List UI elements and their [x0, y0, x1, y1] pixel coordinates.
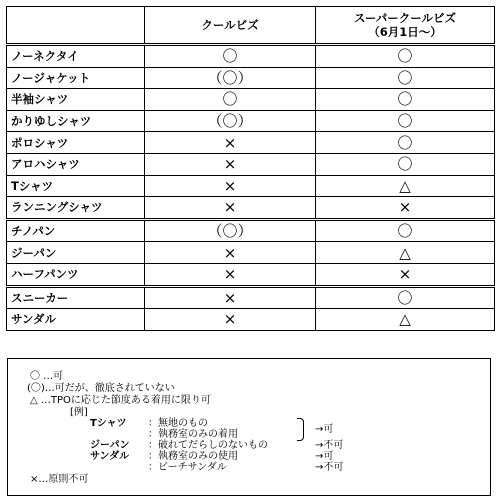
table-row — [7, 110, 495, 132]
table-row — [7, 263, 495, 286]
clothing-item: アロハシャツ — [7, 153, 145, 175]
table-row — [7, 132, 495, 154]
coolbiz-mark: × — [145, 132, 316, 154]
super-coolbiz-mark: 〇 — [316, 132, 495, 154]
table-row — [7, 219, 495, 242]
clothing-item: 半袖シャツ — [7, 89, 145, 111]
example-sandal-item: サンダル — [90, 451, 130, 462]
super-coolbiz-mark: △ — [316, 242, 495, 264]
super-coolbiz-mark: 〇 — [316, 286, 495, 309]
coolbiz-mark: × — [145, 309, 316, 331]
coolbiz-mark: × — [145, 263, 316, 286]
coolbiz-mark: 〇 — [145, 45, 316, 68]
clothing-item: ジーパン — [7, 242, 145, 264]
example-sandal-condition-b: ：ビーチサンダル — [148, 462, 227, 473]
legend-example-label: [例] — [70, 407, 88, 418]
legend-ok: 〇 …可 — [30, 371, 64, 382]
clothing-item: チノパン — [7, 219, 145, 242]
super-coolbiz-mark: 〇 — [316, 219, 495, 242]
header-blank-cell — [7, 7, 145, 45]
coolbiz-mark: 〇 — [145, 89, 316, 111]
table-row — [7, 175, 495, 197]
example-tshirt-result: →可 — [315, 424, 334, 435]
coolbiz-mark: × — [145, 197, 316, 220]
table-body — [7, 45, 495, 331]
super-coolbiz-mark: 〇 — [316, 67, 495, 89]
super-coolbiz-mark: × — [316, 197, 495, 220]
bracket-symbol — [297, 418, 304, 441]
clothing-item: Tシャツ — [7, 175, 145, 197]
table-row — [7, 309, 495, 331]
coolbiz-mark: （〇） — [145, 110, 316, 132]
clothing-item: ハーフパンツ — [7, 263, 145, 286]
example-tshirt-condition-b: ：執務室のみの着用 — [148, 429, 238, 440]
clothing-item: ポロシャツ — [7, 132, 145, 154]
coolbiz-mark: （〇） — [145, 67, 316, 89]
coolbiz-comparison-table — [6, 6, 495, 331]
legend-not-allowed: ×…原則不可 — [30, 474, 89, 485]
clothing-item: かりゆしシャツ — [7, 110, 145, 132]
table-row — [7, 67, 495, 89]
table-header-row — [7, 7, 495, 45]
header-super-coolbiz-date: （6月1日～） — [368, 25, 442, 39]
coolbiz-mark: × — [145, 175, 316, 197]
coolbiz-mark: × — [145, 286, 316, 309]
header-super-coolbiz-title: スーパークールビズ — [353, 11, 457, 25]
header-super-coolbiz — [316, 7, 495, 45]
super-coolbiz-mark: 〇 — [316, 110, 495, 132]
table-row — [7, 89, 495, 111]
example-tshirt-condition-a: ：無地のもの — [148, 418, 208, 429]
table-row — [7, 286, 495, 309]
clothing-item: ランニングシャツ — [7, 197, 145, 220]
super-coolbiz-mark: 〇 — [316, 89, 495, 111]
clothing-item: サンダル — [7, 309, 145, 331]
legend-conditional: △ …TPOに応じた節度ある着用に限り可 — [30, 395, 211, 406]
super-coolbiz-mark: 〇 — [316, 153, 495, 175]
example-sandal-result-b: →不可 — [315, 462, 344, 473]
coolbiz-mark: × — [145, 153, 316, 175]
header-coolbiz: クールビズ — [145, 7, 316, 45]
example-jeans-item: ジーパン — [90, 440, 130, 451]
super-coolbiz-mark: △ — [316, 175, 495, 197]
table-row — [7, 242, 495, 264]
example-jeans-condition: ：破れてだらしのないもの — [148, 440, 268, 451]
legend-partial: (〇)…可だが、徹底されていない — [27, 383, 175, 394]
clothing-item: ノーネクタイ — [7, 45, 145, 68]
super-coolbiz-mark: × — [316, 263, 495, 286]
example-jeans-result: →不可 — [315, 440, 344, 451]
coolbiz-mark: × — [145, 242, 316, 264]
table-row — [7, 45, 495, 68]
example-tshirt-item: Tシャツ — [90, 418, 127, 429]
super-coolbiz-mark: △ — [316, 309, 495, 331]
clothing-item: ノージャケット — [7, 67, 145, 89]
table-row — [7, 197, 495, 220]
super-coolbiz-mark: 〇 — [316, 45, 495, 68]
example-sandal-result-a: →可 — [315, 451, 334, 462]
table-row — [7, 153, 495, 175]
coolbiz-mark: （〇） — [145, 219, 316, 242]
example-sandal-condition-a: ：執務室のみの使用 — [148, 451, 238, 462]
clothing-item: スニーカー — [7, 286, 145, 309]
